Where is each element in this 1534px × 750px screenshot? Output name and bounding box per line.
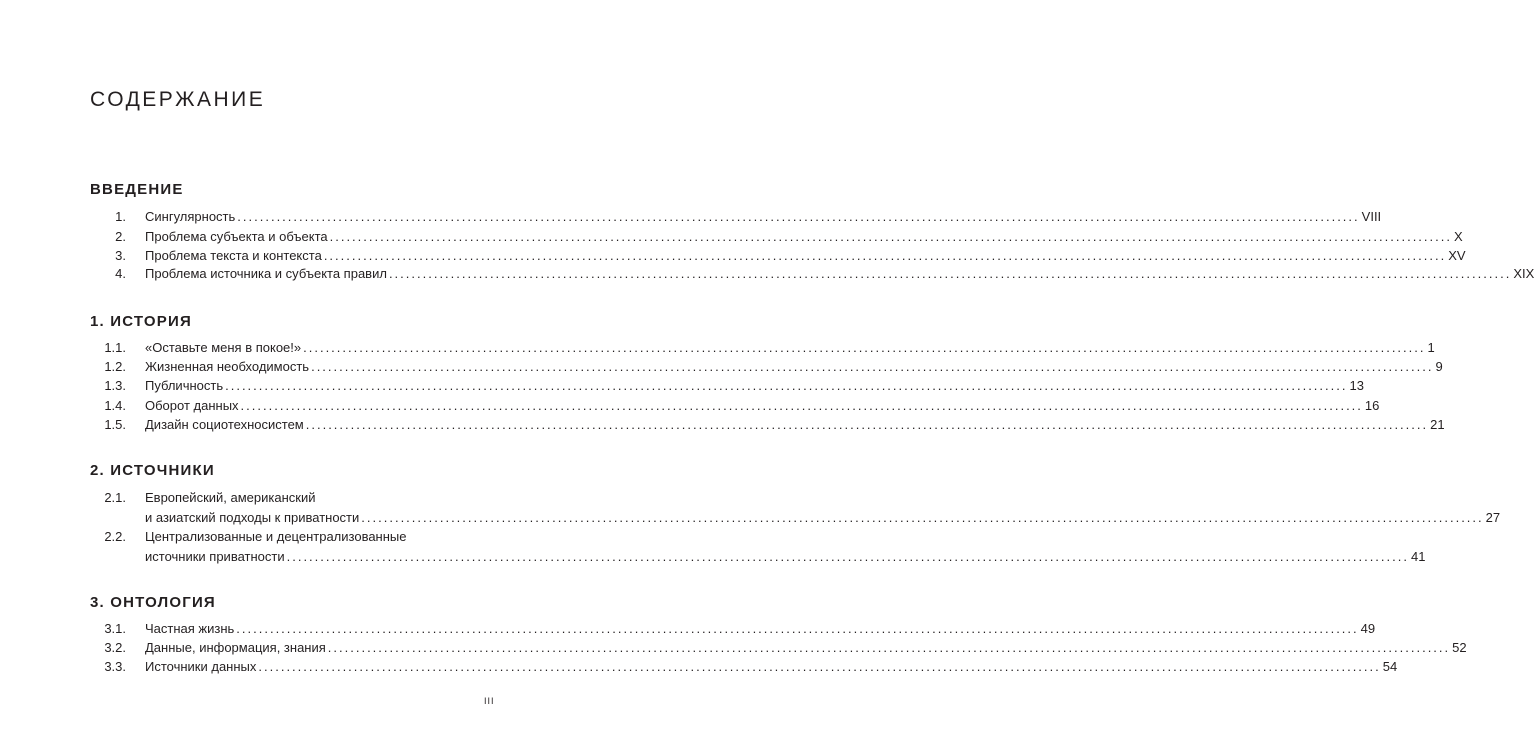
entry-page-number: X [1453, 229, 1463, 244]
entry-number: 1. [115, 209, 126, 224]
toc-entry[interactable] [90, 376, 1364, 396]
entry-title: Оборот данных [145, 398, 239, 413]
dot-leader: ........................................................................................................................................................................................................ [329, 229, 1452, 244]
entry-title: Публичность [145, 378, 224, 393]
entry-number: 3.3. [104, 659, 126, 674]
toc-entry[interactable] [90, 657, 1398, 677]
entry-number: 1.4. [104, 398, 126, 413]
toc-entry[interactable] [90, 227, 1463, 247]
entry-page-number: 41 [1410, 549, 1426, 564]
entry-page-number: XV [1448, 248, 1466, 263]
toc-entry[interactable] [90, 527, 1426, 567]
entry-number: 2. [115, 229, 126, 244]
dot-leader: ........................................................................................................................................................................................................ [361, 510, 1484, 525]
entry-title: Жизненная необходимость [145, 359, 310, 374]
entry-title: Проблема текста и контекста [145, 248, 322, 263]
section-title-introduction: ВВЕДЕНИЕ [90, 181, 184, 198]
section-title-ontology: 3. ОНТОЛОГИЯ [90, 594, 216, 611]
entry-number: 1.3. [104, 378, 126, 393]
dot-leader: ........................................................................................................................................................................................................ [240, 398, 1363, 413]
dot-leader: ........................................................................................................................................................................................................ [305, 417, 1429, 432]
entry-title: Частная жизнь [145, 621, 235, 636]
entry-title: Дизайн социотехносистем [145, 417, 304, 432]
entry-page-number: 16 [1364, 398, 1380, 413]
entry-title: и азиатский подходы к приватности [145, 510, 360, 525]
entry-number: 2.2. [104, 529, 126, 544]
entry-title: Источники данных [145, 659, 257, 674]
entry-page-number: 52 [1452, 640, 1467, 655]
entry-page-number: 9 [1435, 359, 1443, 374]
toc-entry[interactable] [90, 207, 1382, 227]
dot-leader: ........................................................................................................................................................................................................ [236, 621, 1359, 636]
entry-number: 4. [115, 266, 126, 281]
entry-page-number: 1 [1427, 340, 1435, 355]
section-title-history: 1. ИСТОРИЯ [90, 313, 192, 330]
toc-entry[interactable] [90, 396, 1380, 416]
entry-page-number: 13 [1349, 378, 1364, 393]
entry-title-line1: Европейский, американский [145, 490, 316, 505]
dot-leader: ........................................................................................................................................................................................................ [327, 640, 1451, 655]
entry-page-number: 27 [1485, 510, 1501, 525]
dot-leader: ........................................................................................................................................................................................................ [311, 359, 1434, 374]
dot-leader: ........................................................................................................................................................................................................ [286, 549, 1409, 564]
entry-number: 3. [115, 248, 126, 263]
entry-title: «Оставьте меня в покое!» [145, 340, 302, 355]
dot-leader: ........................................................................................................................................................................................................ [258, 659, 1381, 674]
toc-entry[interactable] [90, 415, 1445, 435]
entry-page-number: 21 [1430, 417, 1445, 432]
entry-title: Сингулярность [145, 209, 236, 224]
entry-number: 1.2. [104, 359, 126, 374]
entry-title: Данные, информация, знания [145, 640, 326, 655]
section-title-sources: 2. ИСТОЧНИКИ [90, 462, 215, 479]
entry-number: 2.1. [104, 490, 126, 505]
dot-leader: ........................................................................................................................................................................................................ [225, 378, 1348, 393]
entry-number: 1.5. [104, 417, 126, 432]
entry-page-number: 54 [1382, 659, 1398, 674]
entry-title: источники приватности [145, 549, 285, 564]
entry-number: 3.2. [104, 640, 126, 655]
entry-title: Проблема субъекта и объекта [145, 229, 328, 244]
dot-leader: ........................................................................................................................................................................................................ [388, 266, 1512, 281]
page-folio: III [484, 696, 495, 706]
page-title: СОДЕРЖАНИЕ [90, 88, 266, 111]
dot-leader: ........................................................................................................................................................................................................ [303, 340, 1426, 355]
toc-entry[interactable] [90, 246, 1466, 266]
toc-entry[interactable] [90, 488, 1501, 528]
entry-page-number: 49 [1360, 621, 1376, 636]
toc-entry[interactable] [90, 338, 1435, 358]
dot-leader: ........................................................................................................................................................................................................ [323, 248, 1447, 263]
dot-leader: ........................................................................................................................................................................................................ [237, 209, 1360, 224]
entry-title: Проблема источника и субъекта правил [145, 266, 387, 281]
entry-page-number: XIX [1513, 266, 1534, 281]
toc-entry[interactable] [90, 357, 1443, 377]
toc-entry[interactable] [90, 619, 1376, 639]
entry-title-line1: Централизованные и децентрализованные [145, 529, 407, 544]
entry-page-number: VIII [1361, 209, 1382, 224]
toc-entry[interactable] [90, 638, 1467, 658]
entry-number: 1.1. [104, 340, 126, 355]
toc-entry[interactable] [90, 264, 1534, 284]
entry-number: 3.1. [104, 621, 126, 636]
